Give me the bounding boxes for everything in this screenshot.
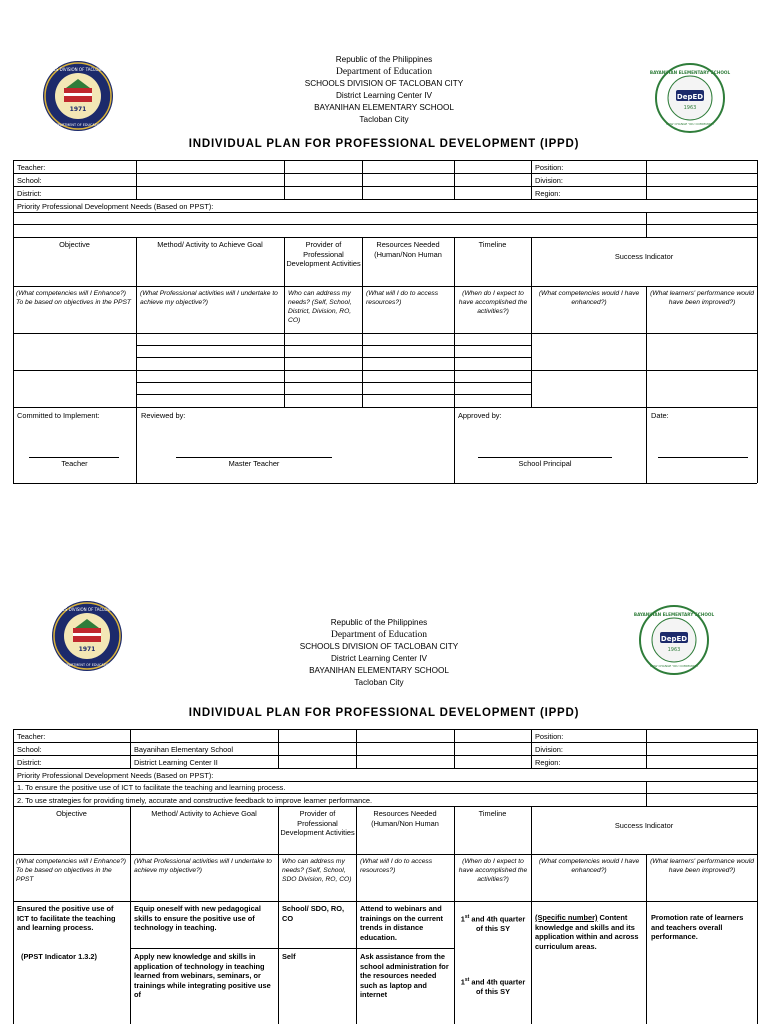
position-label: Position:	[535, 163, 564, 172]
guide-competencies: (What competencies would I have enhanced?)	[538, 290, 640, 306]
principal-sign-label: School Principal	[518, 459, 572, 468]
method-1: Equip oneself with new pedagogical skills to ensure the positive use of technology in teaching.	[134, 904, 261, 932]
page-title: INDIVIDUAL PLAN FOR PROFESSIONAL DEVELOPMENT (IPPD)	[188, 707, 580, 719]
col-method: Method/ Activity to Achieve Goal	[151, 809, 257, 818]
guide-provider: Who can address my needs? (Self, School, SDO Division, RO, CO)	[282, 858, 352, 883]
competency-text: (Specific number) Content knowledge and skills and its application within and across curriculum areas.	[535, 913, 639, 951]
svg-text:DEPARTMENT OF EDUCATION: DEPARTMENT OF EDUCATION	[62, 663, 112, 667]
teacher-label: Teacher:	[17, 163, 46, 172]
city-line: Tacloban City	[354, 678, 404, 687]
school-line: BAYANIHAN ELEMENTARY SCHOOL	[309, 666, 449, 675]
svg-text:NOW CHANGE YOU COMMUNITY: NOW CHANGE YOU COMMUNITY	[665, 122, 715, 126]
resources-1: Attend to webinars and trainings on the current trends in distance education.	[360, 904, 443, 942]
priority-needs-label: Priority Professional Development Needs (Based on PPST):	[17, 771, 214, 780]
priority-need-1: 1. To ensure the positive use of ICT to facilitate the teaching and learning process.	[17, 783, 286, 792]
col-method: Method/ Activity to Achieve Goal	[157, 240, 263, 249]
letterhead	[195, 617, 563, 689]
col-resources: Resources Needed (Human/Non Human	[374, 240, 442, 259]
guide-learners: (What learners' performance would have been improved?)	[650, 290, 754, 306]
svg-text:BAYANIHAN ELEMENTARY SCHOOL: BAYANIHAN ELEMENTARY SCHOOL	[649, 70, 731, 75]
guide-method: (What Professional activities will I undertake to achieve my objective?)	[134, 858, 272, 874]
committed-label: Committed to Implement:	[17, 411, 100, 420]
district-value: District Learning Center II	[134, 758, 218, 767]
guide-objective: (What competencies will I Enhance?) To be based on objectives in the PPST	[16, 290, 131, 306]
provider-2: Self	[282, 952, 296, 961]
method-2: Apply new knowledge and skills in application of technology in teaching learned from webinars, seminars, or trainings while integrating positive use of	[134, 952, 271, 999]
school-label: School:	[17, 745, 42, 754]
sdo-tacloban-seal-icon	[47, 600, 127, 672]
district-line: District Learning Center IV	[330, 654, 427, 663]
col-success: Success Indicator	[614, 821, 674, 830]
svg-text:1963: 1963	[683, 105, 697, 111]
school-line: BAYANIHAN ELEMENTARY SCHOOL	[314, 103, 454, 112]
timeline-1: 1st and 4th quarter of this SY	[460, 914, 526, 933]
col-timeline: Timeline	[478, 240, 507, 249]
ppst-indicator: (PPST Indicator 1.3.2)	[21, 952, 97, 961]
col-resources: Resources Needed (Human/Non Human	[371, 809, 439, 828]
svg-text:SCHOOLS DIVISION OF TACLOBAN C: SCHOOLS DIVISION OF TACLOBAN CITY	[47, 607, 127, 612]
svg-text:1971: 1971	[78, 646, 96, 653]
svg-text:BAYANIHAN ELEMENTARY SCHOOL: BAYANIHAN ELEMENTARY SCHOOL	[633, 612, 715, 617]
col-provider: Provider of Professional Development Activities	[286, 240, 361, 268]
col-timeline: Timeline	[478, 809, 507, 818]
bayanihan-school-seal-icon	[633, 604, 715, 676]
learner-performance-text: Promotion rate of learners and teachers overall performance.	[651, 913, 744, 941]
position-label: Position:	[535, 732, 564, 741]
guide-competencies: (What competencies would I have enhanced?)	[538, 858, 640, 874]
svg-text:SCHOOLS DIVISION OF TACLOBAN C: SCHOOLS DIVISION OF TACLOBAN CITY	[38, 67, 118, 72]
teacher-sign-label: Teacher	[61, 459, 88, 468]
col-objective: Objective	[56, 809, 87, 818]
guide-method: (What Professional activities will I undertake to achieve my objective?)	[140, 290, 278, 306]
svg-text:NOW CHANGE YOU COMMUNITY: NOW CHANGE YOU COMMUNITY	[649, 664, 699, 668]
date-label: Date:	[651, 411, 669, 420]
department-line: Department of Education	[330, 630, 428, 640]
guide-provider: Who can address my needs? (Self, School, District, Division, RO, CO)	[288, 290, 352, 324]
priority-needs-label: Priority Professional Development Needs (Based on PPST):	[17, 202, 214, 211]
col-objective: Objective	[59, 240, 90, 249]
school-value: Bayanihan Elementary School	[134, 745, 234, 754]
guide-timeline: (When do I expect to have accomplished the activities?)	[458, 290, 528, 315]
guide-resources: (What will I do to access resources?)	[366, 290, 439, 306]
division-label: Division:	[535, 745, 563, 754]
republic-line: Republic of the Philippines	[335, 55, 433, 64]
guide-timeline: (When do I expect to have accomplished the activities?)	[458, 858, 528, 883]
region-label: Region:	[535, 189, 561, 198]
resources-2: Ask assistance from the school administration for the resources needed such as laptop and internet	[360, 952, 449, 999]
master-sign-label: Master Teacher	[228, 459, 280, 468]
approved-label: Approved by:	[458, 411, 502, 420]
district-label: District:	[17, 758, 42, 767]
objective-text: Ensured the positive use of ICT to facilitate the teaching and learning process.	[17, 904, 116, 932]
svg-text:1971: 1971	[69, 106, 87, 113]
city-line: Tacloban City	[359, 115, 409, 124]
department-line: Department of Education	[335, 67, 433, 77]
reviewed-label: Reviewed by:	[141, 411, 186, 420]
division-line: SCHOOLS DIVISION OF TACLOBAN CITY	[304, 79, 464, 88]
col-success: Success Indicator	[614, 252, 674, 261]
guide-learners: (What learners' performance would have been improved?)	[650, 858, 754, 874]
region-label: Region:	[535, 758, 561, 767]
guide-objective: (What competencies will I Enhance?) To be based on objectives in the PPST	[16, 858, 127, 883]
page-title: INDIVIDUAL PLAN FOR PROFESSIONAL DEVELOPMENT (IPPD)	[188, 138, 580, 150]
republic-line: Republic of the Philippines	[330, 618, 428, 627]
division-label: Division:	[535, 176, 563, 185]
svg-text:DepED: DepED	[660, 635, 688, 643]
svg-text:DEPARTMENT OF EDUCATION: DEPARTMENT OF EDUCATION	[53, 123, 103, 127]
col-provider: Provider of Professional Development Activities	[280, 809, 355, 837]
svg-text:1963: 1963	[667, 647, 681, 653]
provider-1: School/ SDO, RO, CO	[282, 904, 345, 923]
division-line: SCHOOLS DIVISION OF TACLOBAN CITY	[299, 642, 459, 651]
district-label: District:	[17, 189, 42, 198]
district-line: District Learning Center IV	[335, 91, 432, 100]
priority-need-2: 2. To use strategies for providing timely, accurate and constructive feedback to improve learner performance.	[17, 796, 373, 805]
svg-text:DepED: DepED	[676, 93, 704, 101]
school-label: School:	[17, 176, 42, 185]
teacher-label: Teacher:	[17, 732, 46, 741]
timeline-2: 1st and 4th quarter of this SY	[460, 977, 526, 996]
guide-resources: (What will I do to access resources?)	[360, 858, 433, 874]
